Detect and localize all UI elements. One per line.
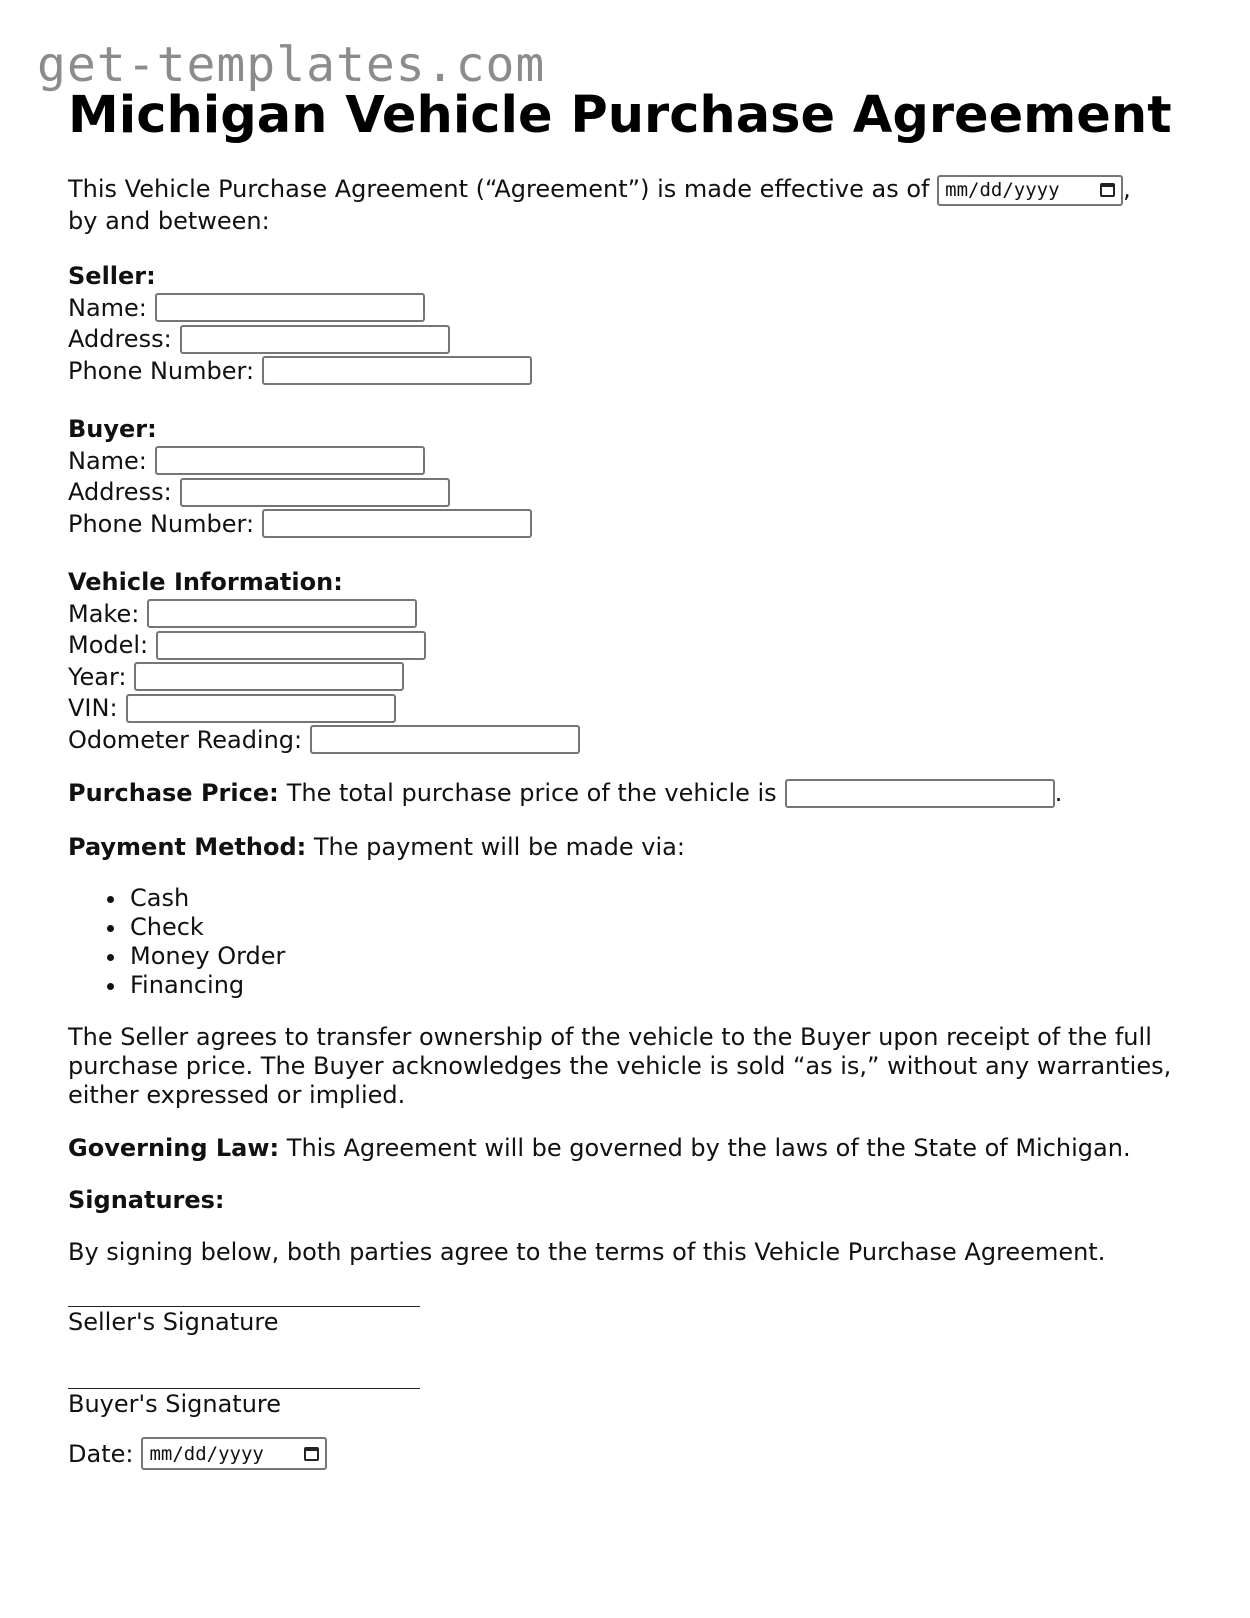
purchase-price-input[interactable] (785, 779, 1055, 808)
vehicle-year-label: Year: (68, 662, 127, 691)
governing-law-paragraph (68, 1133, 1188, 1164)
vehicle-model-label: Model: (68, 631, 149, 660)
page-title: Michigan Vehicle Purchase Agreement (68, 86, 1172, 145)
buyer-address-row (68, 477, 1188, 509)
seller-section (68, 261, 1188, 387)
vehicle-make-label: Make: (68, 599, 140, 628)
seller-phone-row (68, 355, 1188, 387)
agreement-document (68, 82, 1188, 1470)
vehicle-year-row (68, 661, 1188, 693)
vehicle-vin-label: VIN: (68, 694, 118, 723)
signatures-heading: Signatures: (68, 1186, 225, 1214)
seller-address-input[interactable] (180, 325, 450, 354)
vehicle-vin-input[interactable] (126, 694, 396, 723)
payment-option: • Financing (128, 971, 1188, 1000)
seller-address-label: Address: (68, 325, 172, 354)
buyer-section (68, 414, 1188, 540)
signature-date-placeholder: mm/dd/yyyy (149, 1442, 264, 1465)
seller-name-input[interactable] (155, 293, 425, 322)
seller-phone-input[interactable] (262, 356, 532, 385)
seller-address-row (68, 324, 1188, 356)
vehicle-model-row (68, 630, 1188, 662)
payment-method-paragraph (68, 832, 1188, 863)
signature-date-label: Date: (68, 1439, 134, 1468)
payment-method-text: The payment will be made via: (313, 833, 685, 861)
seller-heading: Seller: (68, 262, 156, 291)
vehicle-model-input[interactable] (156, 631, 426, 660)
buyer-address-input[interactable] (180, 478, 450, 507)
intro-continuation: by and between: (68, 206, 270, 235)
intro-paragraph (68, 174, 1188, 237)
buyer-address-label: Address: (68, 478, 172, 507)
vehicle-section (68, 567, 1188, 756)
vehicle-odometer-input[interactable] (310, 725, 580, 754)
buyer-signature-line[interactable] (68, 1372, 420, 1389)
payment-method-label: Payment Method: (68, 833, 307, 861)
signature-date-input[interactable] (141, 1437, 327, 1470)
purchase-price-period: . (1054, 779, 1063, 808)
effective-date-input[interactable] (937, 175, 1123, 206)
seller-signature-line[interactable] (68, 1290, 420, 1307)
purchase-price-label: Purchase Price: (68, 779, 279, 808)
payment-option: • Check (128, 913, 1188, 942)
governing-law-label: Governing Law: (68, 1134, 280, 1162)
seller-signature-label: Seller's Signature (68, 1308, 279, 1336)
transfer-paragraph: The Seller agrees to transfer ownership of the vehicle to the Buyer upon receipt of the full purchase price. The Buyer acknowledges the vehicle is sold “as is,” without any warranties, either expressed or implied. (68, 1023, 1172, 1109)
vehicle-vin-row (68, 693, 1188, 725)
governing-law-text: This Agreement will be governed by the laws of the State of Michigan. (286, 1134, 1131, 1162)
payment-option: • Money Order (128, 942, 1188, 971)
vehicle-odometer-row (68, 724, 1188, 756)
vehicle-heading: Vehicle Information: (68, 568, 343, 597)
buyer-name-label: Name: (68, 446, 147, 475)
calendar-icon[interactable] (304, 1447, 319, 1461)
buyer-name-input[interactable] (155, 446, 425, 475)
watermark: get-templates.com (37, 37, 546, 93)
calendar-icon[interactable] (1100, 183, 1115, 197)
vehicle-make-row (68, 598, 1188, 630)
buyer-signature-label: Buyer's Signature (68, 1390, 282, 1418)
purchase-price-row (68, 778, 1188, 810)
buyer-heading: Buyer: (68, 415, 157, 444)
effective-date-placeholder: mm/dd/yyyy (945, 178, 1060, 201)
seller-name-row (68, 292, 1188, 324)
intro-comma: , (1123, 175, 1131, 203)
buyer-phone-row (68, 508, 1188, 540)
purchase-price-text: The total purchase price of the vehicle is (286, 779, 777, 808)
signatures-text: By signing below, both parties agree to the terms of this Vehicle Purchase Agreement. (68, 1238, 1106, 1266)
seller-phone-label: Phone Number: (68, 356, 255, 385)
buyer-phone-input[interactable] (262, 509, 532, 538)
vehicle-make-input[interactable] (147, 599, 417, 628)
seller-name-label: Name: (68, 293, 147, 322)
intro-text: This Vehicle Purchase Agreement (“Agreement”) is made effective as of (68, 175, 930, 203)
payment-option: • Cash (128, 884, 1188, 913)
signature-date-row (68, 1438, 1188, 1470)
payment-options-list (68, 884, 1188, 1000)
buyer-phone-label: Phone Number: (68, 509, 255, 538)
vehicle-odometer-label: Odometer Reading: (68, 725, 303, 754)
buyer-name-row (68, 445, 1188, 477)
vehicle-year-input[interactable] (134, 662, 404, 691)
